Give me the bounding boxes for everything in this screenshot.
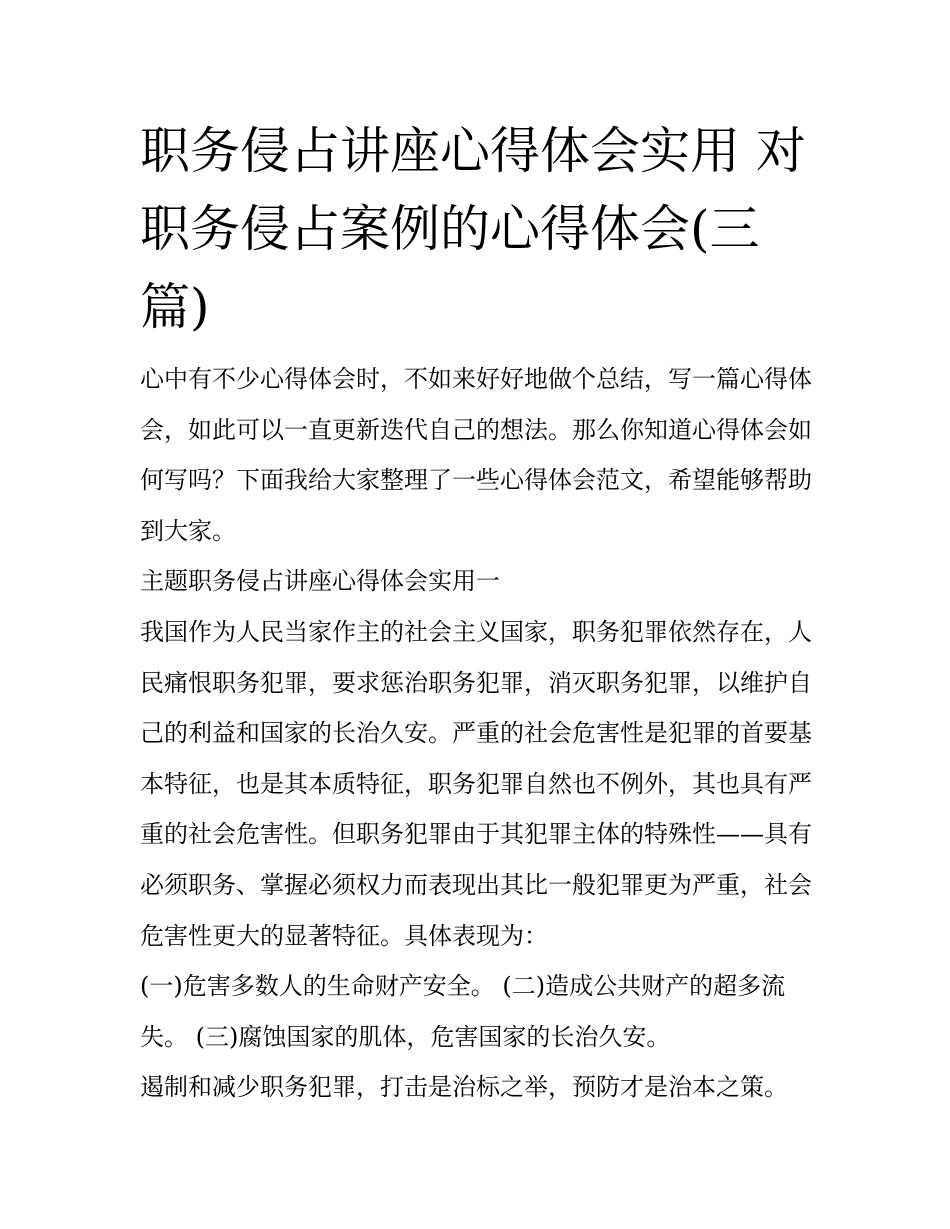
intro-paragraph: 心中有不少心得体会时，不如来好好地做个总结，写一篇心得体会，如此可以一直更新迭代自己的想法。那么你知道心得体会如何写吗？下面我给大家整理了一些心得体会范文，希望能够帮助到大家。 bbox=[140, 365, 812, 545]
section-heading: 主题职务侵占讲座心得体会实用一 bbox=[140, 567, 500, 596]
body-paragraph: 遏制和减少职务犯罪，打击是治标之举，预防才是治本之策。 bbox=[140, 1073, 788, 1102]
body-paragraph: 我国作为人民当家作主的社会主义国家，职务犯罪依然存在，人民痛恨职务犯罪，要求惩治职务犯罪，消灭职务犯罪，以维护自己的利益和国家的长治久安。严重的社会危害性是犯罪的首要基本特征，也是其本质特征，职务犯罪自然也不例外，其也具有严重的社会危害性。但职务犯罪由于其犯罪主体的特殊性——具有必须职务、掌握必须权力而表现出其比一般犯罪更为严重，社会危害性更大的显著特征。具体表现为： bbox=[140, 617, 812, 950]
list-paragraph: (一)危害多数人的生命财产安全。 (二)造成公共财产的超多流失。 (三)腐蚀国家的肌体，危害国家的长治久安。 bbox=[140, 972, 786, 1051]
document-body bbox=[140, 354, 820, 1113]
document-title: 职务侵占讲座心得体会实用 对职务侵占案例的心得体会(三篇) bbox=[140, 122, 806, 336]
